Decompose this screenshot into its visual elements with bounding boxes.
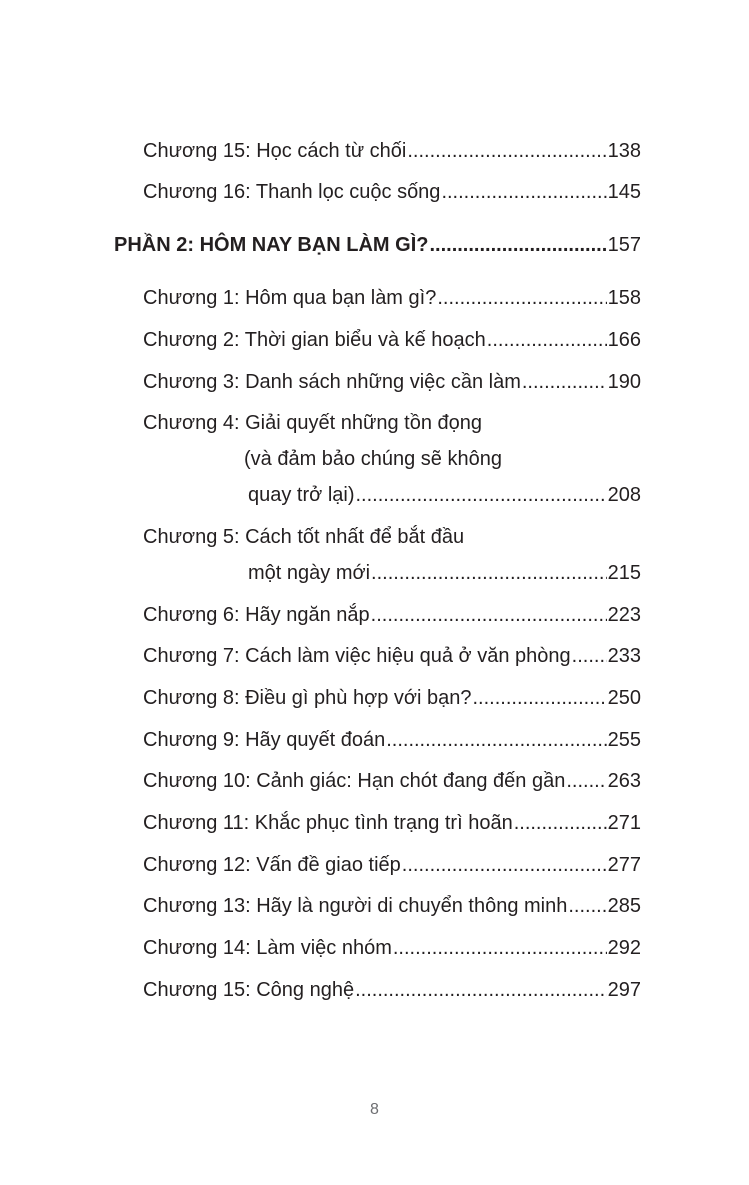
toc-title: Chương 1: Hôm qua bạn làm gì? [143, 287, 437, 309]
leader-dots [355, 482, 606, 508]
toc-entry-ch2 [143, 327, 641, 353]
toc-entry-ch11 [143, 810, 641, 836]
toc-entry-ch1 [143, 285, 641, 311]
leader-dots [487, 327, 607, 353]
toc-entry-ch4-line1: Chương 4: Giải quyết những tồn đọng [143, 412, 483, 434]
toc-page: 166 [607, 329, 641, 351]
toc-page: 297 [607, 979, 641, 1001]
leader-dots [371, 560, 607, 586]
toc-entry-ch3 [143, 369, 641, 395]
leader-dots [437, 285, 606, 311]
toc-page: 157 [607, 234, 641, 256]
toc-page: 190 [607, 371, 641, 393]
page-number: 8 [370, 1101, 379, 1118]
toc-entry-ch9 [143, 727, 641, 753]
toc-title: Chương 3: Danh sách những việc cần làm [143, 371, 521, 393]
leader-dots [572, 643, 607, 669]
leader-dots [386, 727, 606, 753]
leader-dots [473, 685, 607, 711]
toc-page: 250 [607, 687, 641, 709]
toc-title: Chương 14: Làm việc nhóm [143, 937, 392, 959]
toc-page: 263 [607, 770, 641, 792]
toc-page: 292 [607, 937, 641, 959]
toc-title: Chương 2: Thời gian biểu và kế hoạch [143, 329, 486, 351]
toc-title: Chương 9: Hãy quyết đoán [143, 729, 386, 751]
toc-page: 271 [607, 812, 641, 834]
toc-entry-ch8 [143, 685, 641, 711]
toc-part-2-heading [114, 232, 641, 258]
leader-dots [355, 977, 607, 1003]
toc-entry-ch6 [143, 602, 641, 628]
toc-entry-ch15-technology [143, 977, 641, 1003]
toc-title: Chương 11: Khắc phục tình trạng trì hoãn [143, 812, 513, 834]
toc-entry-ch13 [143, 893, 641, 919]
toc-entry-ch5-line1: Chương 5: Cách tốt nhất để bắt đầu [143, 526, 465, 548]
toc-entry-ch16 [143, 179, 641, 205]
toc-entry-ch7 [143, 643, 641, 669]
toc-page: 215 [607, 562, 641, 584]
toc-entry-ch5 [248, 560, 641, 586]
toc-title: Chương 13: Hãy là người di chuyển thông minh [143, 895, 568, 917]
toc-page: 208 [607, 484, 641, 506]
toc-title: Chương 8: Điều gì phù hợp với bạn? [143, 687, 472, 709]
toc-page: 233 [607, 645, 641, 667]
leader-dots [371, 602, 607, 628]
toc-page: 145 [607, 181, 641, 203]
toc-title: Chương 15: Công nghệ [143, 979, 355, 1001]
toc-title: Chương 7: Cách làm việc hiệu quả ở văn phòng [143, 645, 571, 667]
toc-page: 285 [607, 895, 641, 917]
leader-dots [441, 179, 606, 205]
toc-entry-ch15-refusal [143, 138, 641, 164]
toc-title: quay trở lại) [248, 484, 355, 506]
toc-entry-ch14 [143, 935, 641, 961]
leader-dots [393, 935, 607, 961]
toc-page: 255 [607, 729, 641, 751]
toc-title: Chương 10: Cảnh giác: Hạn chót đang đến gần [143, 770, 566, 792]
toc-page: 158 [607, 287, 641, 309]
toc-title: PHẦN 2: HÔM NAY BẠN LÀM GÌ? [114, 234, 429, 256]
leader-dots [522, 369, 607, 395]
leader-dots [566, 768, 606, 794]
toc-entry-ch10 [143, 768, 641, 794]
toc-title: Chương 16: Thanh lọc cuộc sống [143, 181, 441, 203]
leader-dots [514, 810, 607, 836]
toc-entry-ch12 [143, 852, 641, 878]
toc-page: 277 [607, 854, 641, 876]
leader-dots [407, 138, 606, 164]
toc-entry-ch4-line2: (và đảm bảo chúng sẽ không [244, 448, 502, 470]
toc-page: 138 [607, 140, 641, 162]
leader-dots [429, 232, 606, 258]
toc-page: 223 [607, 604, 641, 626]
leader-dots [568, 893, 606, 919]
toc-title: Chương 15: Học cách từ chối [143, 140, 407, 162]
toc-title: Chương 6: Hãy ngăn nắp [143, 604, 370, 626]
toc-title: một ngày mới [248, 562, 371, 584]
leader-dots [402, 852, 607, 878]
toc-title: Chương 12: Vấn đề giao tiếp [143, 854, 401, 876]
toc-entry-ch4 [248, 482, 641, 508]
